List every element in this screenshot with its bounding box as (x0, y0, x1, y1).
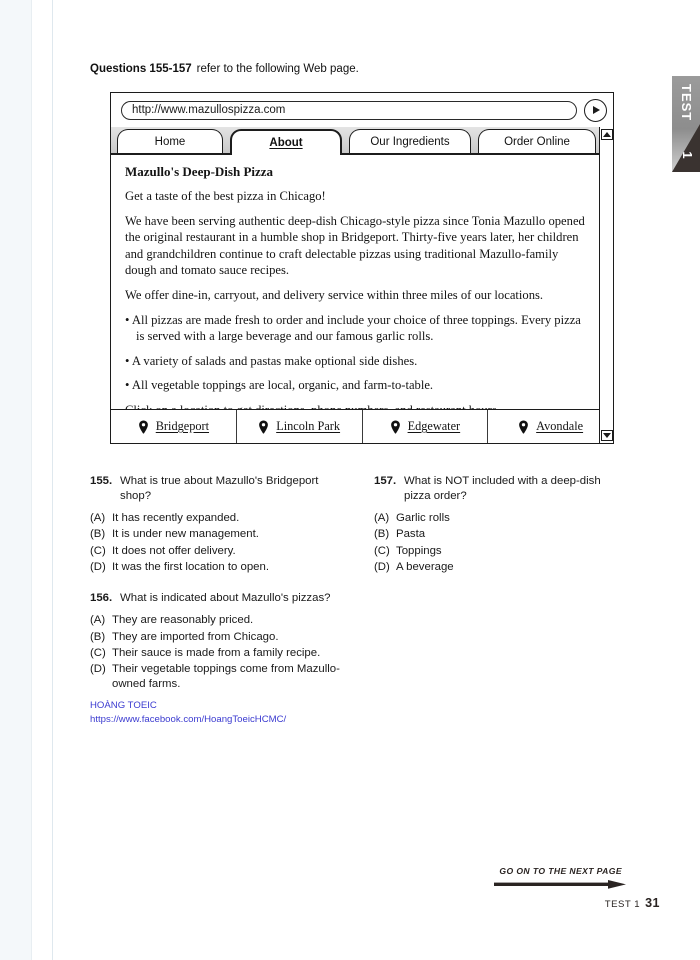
answer-option-text: It does not offer delivery. (112, 544, 236, 557)
answer-option-label: (D) (90, 560, 106, 573)
list-item: • All vegetable toppings are local, organic, and farm-to-table. (125, 377, 587, 394)
webpage-content (111, 155, 613, 443)
answer-option-label: (B) (90, 630, 106, 643)
webpage-bullet-list (125, 312, 587, 394)
questions-column-right (374, 474, 624, 591)
question-number: 156. (90, 592, 113, 605)
browser-url-row (111, 93, 613, 127)
map-pin-icon (138, 420, 149, 434)
answer-option-label: (B) (374, 528, 390, 541)
answer-option[interactable] (90, 544, 352, 559)
url-input[interactable] (121, 101, 577, 120)
answer-option-label: (C) (90, 544, 106, 557)
list-item: • All pizzas are made fresh to order and include your choice of three toppings. Every pizza is served with a large beverage and our famous garlic rolls. (125, 312, 587, 345)
answer-option-label: (C) (90, 646, 106, 659)
answer-option[interactable] (374, 527, 624, 542)
location-link-bridgeport[interactable] (111, 410, 237, 443)
location-link-avondale[interactable] (488, 410, 613, 443)
footer-test-label: TEST 1 (604, 899, 641, 910)
test-section-tab (672, 76, 700, 172)
tab-order-online[interactable] (478, 129, 596, 153)
question-stem (90, 474, 352, 504)
answer-option[interactable] (90, 646, 352, 661)
webpage-tagline: Get a taste of the best pizza in Chicago! (125, 189, 326, 203)
answer-option-text: A beverage (396, 560, 454, 573)
footer-page-indicator (605, 896, 660, 910)
location-link-edgewater[interactable] (363, 410, 489, 443)
map-pin-icon (390, 420, 401, 434)
tab-our-ingredients-label: Our Ingredients (370, 135, 450, 148)
list-item: • A variety of salads and pastas make optional side dishes. (125, 353, 587, 370)
tab-our-ingredients[interactable] (349, 129, 471, 153)
right-arrow-icon (494, 880, 626, 889)
play-triangle-icon (593, 106, 600, 114)
answer-option-label: (C) (374, 544, 390, 557)
tab-home-label: Home (154, 135, 186, 148)
questions-header-text: refer to the following Web page. (196, 63, 359, 75)
watermark-url[interactable]: https://www.facebook.com/HoangToeicHCMC/ (90, 713, 287, 725)
webpage-title: Mazullo's Deep-Dish Pizza (125, 164, 274, 179)
scroll-down-arrow-icon (603, 433, 611, 438)
answer-option[interactable] (90, 613, 352, 628)
locations-bar (111, 409, 613, 443)
answer-option[interactable] (374, 544, 624, 559)
question-text: What is true about Mazullo's Bridgeport shop? (120, 475, 319, 503)
answer-option[interactable] (90, 511, 352, 526)
location-label: Lincoln Park (276, 419, 341, 433)
answer-option[interactable] (90, 662, 352, 693)
watermark (90, 699, 286, 727)
answer-option-text: It was the first location to open. (112, 560, 270, 573)
questions-header (90, 63, 359, 75)
scroll-up-arrow-icon (603, 132, 611, 137)
tab-order-online-label: Order Online (504, 135, 570, 148)
answer-option[interactable] (374, 560, 624, 575)
tab-home[interactable] (117, 129, 223, 153)
questions-column-left (90, 474, 352, 709)
question-156 (90, 591, 352, 692)
answer-option-label: (D) (90, 663, 106, 676)
answer-options (90, 511, 352, 575)
answer-option-label: (D) (374, 560, 390, 573)
question-text: What is NOT included with a deep-dish pizza order? (404, 475, 601, 503)
answer-option[interactable] (90, 527, 352, 542)
question-157 (374, 474, 624, 575)
answer-option[interactable] (90, 630, 352, 645)
answer-options (374, 511, 624, 575)
webpage-intro-paragraph: We have been serving authentic deep-dish Chicago-style pizza since Tonia Mazullo opened the original restaurant in a humble shop in Bridgeport. Thirty-five years later, her children and grandchildren continue to craft delectable pizzas using traditional Mazullo-family dough and tomato sauce recipes. (125, 213, 585, 278)
question-stem (374, 474, 624, 504)
go-on-next-page-label: GO ON TO THE NEXT PAGE (499, 866, 622, 876)
location-label: Avondale (536, 419, 584, 433)
question-155 (90, 474, 352, 575)
map-pin-icon (518, 420, 529, 434)
answer-option-text: Garlic rolls (396, 512, 450, 525)
scrollbar-up-button[interactable] (601, 129, 613, 140)
answer-option[interactable] (90, 560, 352, 575)
answer-option-text: They are reasonably priced. (112, 614, 254, 627)
answer-option-label: (B) (90, 528, 106, 541)
question-number: 157. (374, 475, 397, 487)
vertical-scrollbar[interactable] (599, 127, 613, 443)
answer-option-label: (A) (374, 512, 390, 525)
footer-page-number: 31 (645, 896, 660, 910)
test-section-tab-label: TEST (679, 84, 694, 122)
location-link-lincoln-park[interactable] (237, 410, 363, 443)
questions-header-range: Questions 155-157 (90, 63, 192, 75)
question-number: 155. (90, 475, 113, 487)
go-button[interactable] (584, 99, 607, 122)
answer-option-label: (A) (90, 614, 106, 627)
test-section-tab-number: 1 (680, 151, 695, 159)
answer-option-label: (A) (90, 512, 106, 525)
answer-options (90, 613, 352, 692)
webpage-service-paragraph: We offer dine-in, carryout, and delivery service within three miles of our locations. (125, 288, 544, 303)
url-text: http://www.mazullospizza.com (132, 104, 286, 116)
answer-option[interactable] (374, 511, 624, 526)
question-text: What is indicated about Mazullo's pizzas? (120, 592, 331, 605)
location-label: Edgewater (407, 419, 461, 433)
answer-option-text: Pasta (396, 528, 426, 541)
answer-option-text: Their vegetable toppings come from Mazullo-owned farms. (112, 663, 340, 691)
scrollbar-down-button[interactable] (601, 430, 613, 441)
map-pin-icon (258, 420, 269, 434)
answer-option-text: Their sauce is made from a family recipe. (112, 646, 321, 659)
answer-option-text: They are imported from Chicago. (112, 630, 279, 643)
answer-option-text: Toppings (396, 544, 442, 557)
answer-option-text: It has recently expanded. (112, 512, 240, 525)
location-label: Bridgeport (155, 419, 210, 433)
browser-window (110, 92, 614, 444)
answer-option-text: It is under new management. (112, 528, 259, 541)
browser-tabstrip (111, 127, 613, 155)
tab-about-label: About (269, 137, 303, 149)
watermark-name: HOÀNG TOEIC (90, 700, 157, 711)
tab-about[interactable] (230, 129, 342, 155)
question-stem (90, 591, 352, 606)
